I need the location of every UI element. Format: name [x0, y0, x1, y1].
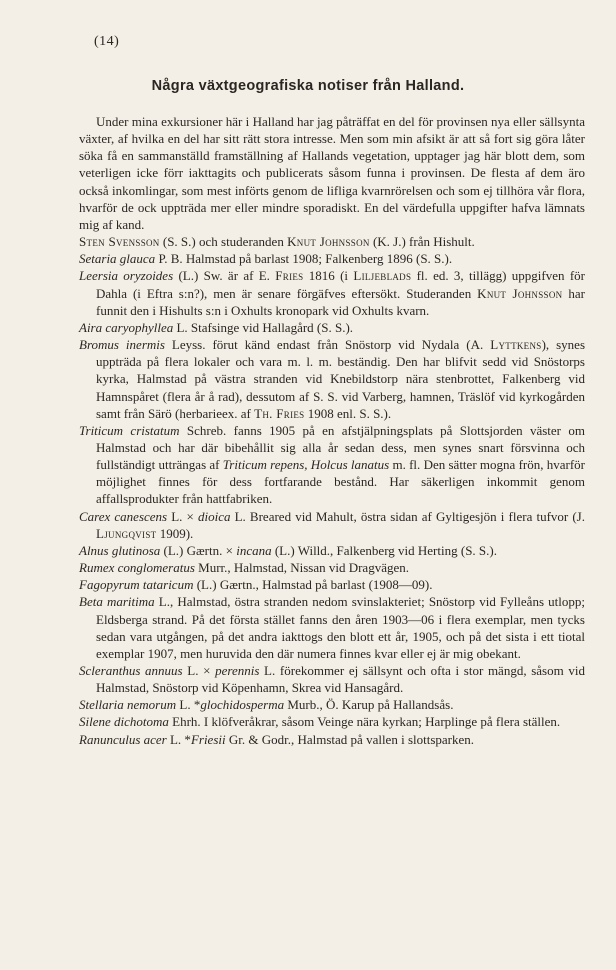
- species-entry: Alnus glutinosa (L.) Gærtn. × incana (L.) Willd., Falkenberg vid Herting (S. S.).: [79, 542, 497, 558]
- species-entry: Carex canescens L. × dioica L. Breared vid Mahult, östra sidan af Gyltigesjön i flera tufvor (J. Ljungqvist 1909).: [79, 508, 585, 541]
- author-name: Knut Johnsson: [477, 285, 563, 301]
- species-name: Setaria glauca: [79, 251, 156, 267]
- species-entry: Stellaria nemorum L. *glochidosperma Murb., Ö. Karup på Hallandsås.: [79, 697, 454, 713]
- species-entry: Silene dichotoma Ehrh. I klöfveråkrar, såsom Veinge nära kyrkan; Harplinge på flera ställen.: [79, 714, 561, 730]
- author-name: Ljungqvist: [96, 525, 157, 541]
- species-entry: Leersia oryzoides (L.) Sw. är af E. Fries 1816 (i Liljeblads fl. ed. 3, tillägg) uppgifven för Dahla (i Eftra s:n?), men är senare förgäfves eftersökt. Studeranden Knut Johnsson har funnit den i Hishults s:n i Oxhults kronopark vid Oxhults kvarn.: [79, 268, 585, 318]
- species-name: glochidosperma: [200, 697, 285, 713]
- species-entry: Aira caryophyllea L. Stafsinge vid Hallagård (S. S.).: [79, 319, 354, 335]
- author-name: Sten Svensson: [79, 234, 160, 250]
- species-entry: Setaria glauca P. B. Halmstad på barlast 1908; Falkenberg 1896 (S. S.).: [79, 251, 453, 267]
- species-name: Leersia oryzoides: [79, 268, 174, 284]
- species-entry: Ranunculus acer L. *Friesii Gr. & Godr., Halmstad på vallen i slottsparken.: [79, 731, 475, 747]
- species-name: Friesii: [190, 731, 226, 747]
- species-name: dioica: [198, 508, 231, 524]
- author-name: Fries: [275, 268, 304, 284]
- species-name: Rumex conglomeratus: [79, 560, 195, 576]
- species-entry: Rumex conglomeratus Murr., Halmstad, Nissan vid Dragvägen.: [79, 560, 409, 576]
- author-name: Liljeblads: [353, 268, 412, 284]
- species-name: Alnus glutinosa: [79, 542, 161, 558]
- article-body: [79, 113, 585, 748]
- species-name: Triticum cristatum: [79, 422, 180, 438]
- species-entry: Beta maritima L., Halmstad, östra stranden nedom svinslakteriet; Snöstorp vid Fylleåns utlopp; Eldsberga strand. På det första stället fanns den åren 1903—06 i flera exemplar, men tycks sedan vara utgången, på det andra iakttogs den blott ett år, 1905, och på det sista i ett tiotal exemplar 1907, men huruvida den där numera finnes kvar eller ej är mig obekant.: [79, 594, 585, 661]
- species-name: Fagopyrum tataricum: [79, 577, 194, 593]
- page-number: (14): [94, 34, 120, 49]
- species-name: perennis: [215, 663, 260, 678]
- species-name: Scleranthus annuus: [79, 663, 183, 678]
- species-entry: Bromus inermis Leyss. förut känd endast från Snöstorp vid Nydala (A. Lyttkens), synes uppträda på flera lokaler och vara m. l. m. beständig. Den har blifvit sedd vid Snöstorps kyrka, Halmstad på västra stranden vid Knebildstorp nära stenbrottet, Falkenberg vid Hamnspåret (flera år å rad), dessutom af S. S. vid Varberg, hamnen, Träslöf vid kyrkogården samt från Särö (herbarieex. af Th. Fries 1908 enl. S. S.).: [79, 337, 586, 421]
- author-name: Th. Fries: [254, 405, 305, 421]
- species-name: Aira caryophyllea: [79, 319, 174, 335]
- species-name: Carex canescens: [79, 508, 168, 524]
- species-name: Stellaria nemorum: [79, 697, 177, 713]
- intro-paragraph: Under mina exkursioner här i Halland har jag påträffat en del för provinsen nya eller sällsynta växter, af hvilka en del har sitt rätt stora intresse. Men som min afsikt är att så fort sig göra låter söka få en sammanställd framställning af Hallands vegetation, upptager jag här blott dem, som veterligen icke förr iakttagits och publicerats såsom funna i provinsen. De flesta af dem äro också inkomlingar, som mest införts genom de lifliga kvarnrörelsen och som ej tillhöra vår flora, hvarför de ock uppträda mer eller mindre sporadiskt. En del värdefulla uppgifter hafva lämnats mig af kand. Sten Svensson (S. S.) och studeranden Knut Johnsson (K. J.) från Hishult.: [79, 114, 585, 250]
- species-name: Beta maritima: [79, 594, 155, 610]
- species-entry: Triticum cristatum Schreb. fanns 1905 på en afstjälpningsplats på Slottsjorden väster om Halmstad och har där bibehållit sig alla år sedan dess, men synes snart försvinna och fullständigt utträngas af Triticum repens, Holcus lanatus m. fl. Den sätter mogna frön, hvarför möjlighet finnes för dess fortfarande bestånd. Har säkerligen inkommit genom affallsprodukter från hattfabriken.: [79, 422, 585, 507]
- article-title: Några växtgeografiska notiser från Halland.: [151, 78, 465, 94]
- species-name: Triticum repens, Holcus lanatus: [222, 457, 390, 473]
- author-name: Lyttkens: [490, 337, 542, 353]
- species-name: incana: [236, 542, 272, 558]
- species-entry: Fagopyrum tataricum (L.) Gærtn., Halmstad på barlast (1908—09).: [79, 577, 433, 593]
- species-name: Silene dichotoma: [79, 714, 169, 730]
- species-name: Bromus inermis: [79, 337, 165, 353]
- species-entry: Scleranthus annuus L. × perennis L. förekommer ej sällsynt och ofta i stor mängd, såsom vid Halmstad, Snöstorp vid Köpenhamn, Skrea vid Hansagård.: [79, 663, 585, 696]
- species-name: Ranunculus acer: [79, 731, 167, 747]
- author-name: Knut Johnsson: [287, 234, 370, 250]
